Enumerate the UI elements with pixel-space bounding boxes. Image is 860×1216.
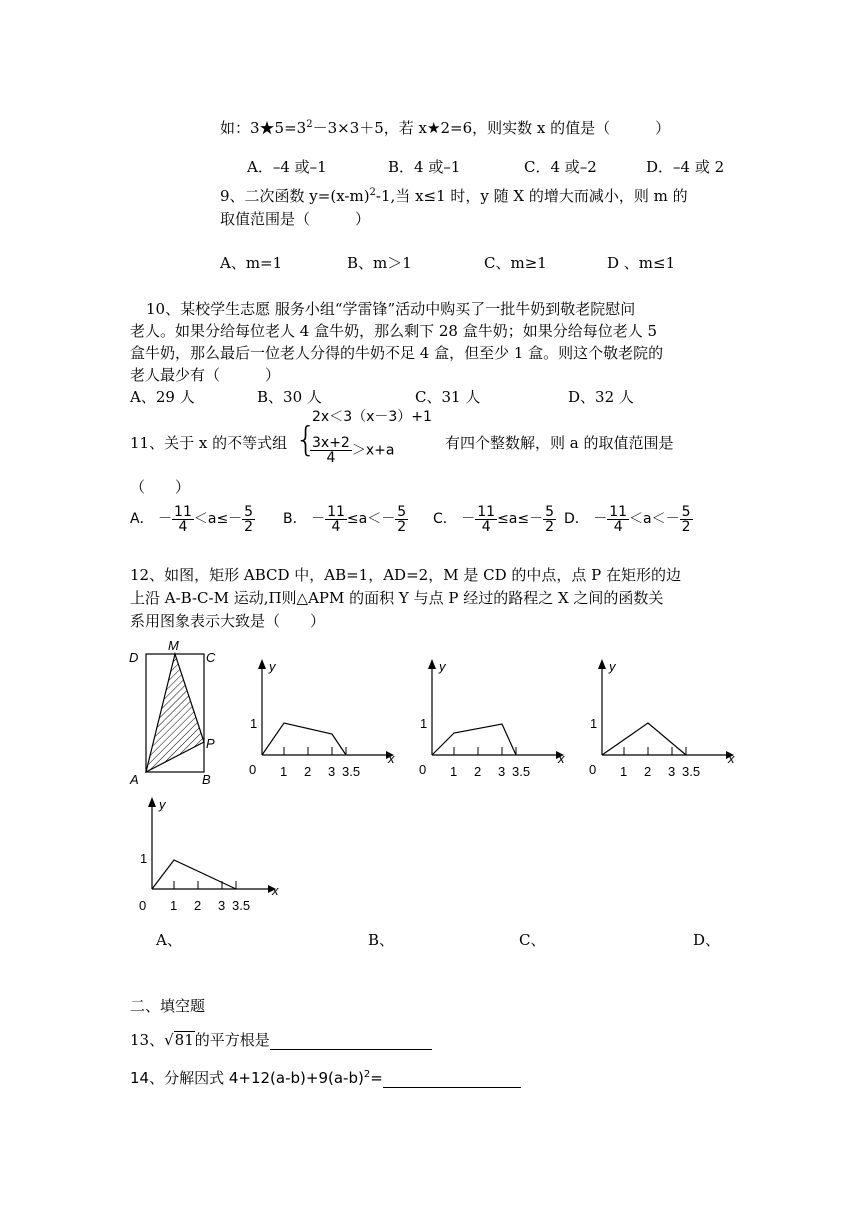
svg-text:2: 2 — [474, 764, 482, 779]
graph-c — [576, 655, 736, 785]
svg-text:x: x — [728, 751, 735, 766]
q9-option-a: A、m=1 — [220, 254, 283, 272]
q12-line1: 12、如图，矩形 ABCD 中，AB=1，AD=2，M 是 CD 的中点，点 P 在矩形的边 — [130, 566, 681, 584]
svg-text:1: 1 — [170, 898, 178, 913]
svg-text:2: 2 — [194, 898, 202, 913]
q11-lead: 11、关于 x 的不等式组 — [130, 434, 288, 452]
q11-option-a: A． － $\frac{11}{4}$ ＜a≤－ $\frac{5}{2}$ — [130, 503, 254, 535]
svg-text:1: 1 — [250, 716, 258, 731]
svg-text:1: 1 — [450, 764, 458, 779]
q8-option-a: A．–4 或–1 — [247, 158, 327, 176]
svg-text:1: 1 — [140, 851, 148, 866]
q11-option-d: D． － $\frac{11}{4}$ ＜a＜－ $\frac{5}{2}$ — [564, 503, 691, 535]
svg-text:0: 0 — [249, 762, 257, 777]
q13: 13、√81的平方根是 — [130, 1030, 432, 1050]
graph-b — [406, 655, 566, 785]
svg-text:2: 2 — [304, 764, 312, 779]
svg-text:1: 1 — [590, 716, 598, 731]
q10-line4: 老人最少有（ ） — [130, 366, 281, 384]
q9-line1: 9、二次函数 $y=(x-m)^2-1$,当 x≤1 时，y 随 X 的增大而减小，则 m 的 — [220, 187, 688, 205]
svg-text:1: 1 — [280, 764, 288, 779]
svg-text:1: 1 — [420, 716, 428, 731]
svg-text:0: 0 — [419, 762, 427, 777]
q12-choice-b: B、 — [368, 931, 395, 949]
q9-option-d: D 、m≤1 — [607, 254, 676, 272]
q13-answer-blank — [270, 1031, 432, 1050]
q12-choice-a: A、 — [156, 931, 182, 949]
q9-line2: 取值范围是（ ） — [220, 210, 371, 228]
q10-line2: 老人。如果分给每位老人 4 盒牛奶，那么剩下 28 盒牛奶；如果分给每位老人 5 — [130, 322, 658, 340]
q10-option-a: A、29 人 — [130, 388, 195, 406]
svg-text:2: 2 — [644, 764, 652, 779]
svg-text:y: y — [159, 797, 166, 812]
q11-option-b: B． － $\frac{11}{4}$ ≤a＜－ $\frac{5}{2}$ — [283, 503, 407, 535]
q11-brace: { — [295, 420, 317, 460]
q11-paren: （ ） — [130, 478, 191, 496]
section-2-heading: 二、填空题 — [130, 997, 206, 1015]
svg-text:3.5: 3.5 — [342, 764, 361, 779]
q12-line2: 上沿 A-B-C-M 运动,Π则△APM 的面积 Y 与点 P 经过的路程之 X 之间的函数关 — [130, 589, 664, 607]
svg-text:3.5: 3.5 — [232, 898, 251, 913]
label-p: P — [206, 736, 215, 751]
q8-option-c: C．4 或–2 — [524, 158, 597, 176]
svg-text:3: 3 — [328, 764, 336, 779]
svg-text:3: 3 — [498, 764, 506, 779]
svg-text:3: 3 — [668, 764, 676, 779]
svg-text:0: 0 — [139, 898, 147, 913]
graph-d — [126, 793, 286, 923]
svg-text:x: x — [558, 751, 565, 766]
q10-option-c: C、31 人 — [415, 388, 481, 406]
label-m: M — [168, 638, 179, 653]
q10-line3: 盒牛奶，那么最后一位老人分得的牛奶不足 4 盒，但至少 1 盒。则这个敬老院的 — [130, 344, 664, 362]
q14-answer-blank — [383, 1069, 521, 1088]
q8-stem: 如：$3★5=3^2-3\times 3+5$，若 x★2=6，则实数 x 的值是（ ） — [220, 119, 671, 137]
svg-text:1: 1 — [620, 764, 628, 779]
q9-option-c: C、m≥1 — [484, 254, 547, 272]
rectangle-figure — [126, 638, 222, 788]
q14: 14、分解因式 $4+12(a-b)+9(a-b)^2=$ — [130, 1068, 521, 1088]
label-b: B — [202, 772, 211, 787]
svg-text:x: x — [272, 883, 279, 898]
q11-ineq1: 2x＜3（x－3）+1 — [312, 409, 432, 425]
q12-choice-c: C、 — [519, 931, 546, 949]
svg-text:3.5: 3.5 — [682, 764, 701, 779]
label-d: D — [129, 650, 139, 665]
label-a: A — [130, 772, 139, 787]
q11-ineq2: $\frac{3x+2}{4}$ ＞x+a — [312, 435, 395, 466]
svg-text:3: 3 — [218, 898, 226, 913]
graph-a — [236, 655, 396, 785]
q11-option-c: C． － $\frac{11}{4}$ ≤a≤－ $\frac{5}{2}$ — [433, 503, 555, 535]
q11-tail: 有四个整数解，则 a 的取值范围是 — [445, 434, 674, 452]
q8-option-d: D．–4 或 2 — [646, 158, 725, 176]
q10-option-d: D、32 人 — [568, 388, 634, 406]
q10-option-b: B、30 人 — [257, 388, 322, 406]
svg-text:3.5: 3.5 — [512, 764, 531, 779]
svg-text:y: y — [609, 659, 616, 674]
q9-option-b: B、m＞1 — [347, 254, 412, 272]
q12-line3: 系用图象表示大致是（ ） — [130, 612, 326, 630]
svg-text:y: y — [269, 659, 276, 674]
svg-text:y: y — [439, 659, 446, 674]
q8-option-b: B．4 或–1 — [388, 158, 461, 176]
svg-text:0: 0 — [589, 762, 597, 777]
q10-line1: 10、某校学生志愿 服务小组“学雷锋”活动中购买了一批牛奶到敬老院慰问 — [146, 300, 636, 318]
svg-text:x: x — [388, 751, 395, 766]
label-c: C — [206, 650, 216, 665]
q12-choice-d: D、 — [693, 931, 721, 949]
